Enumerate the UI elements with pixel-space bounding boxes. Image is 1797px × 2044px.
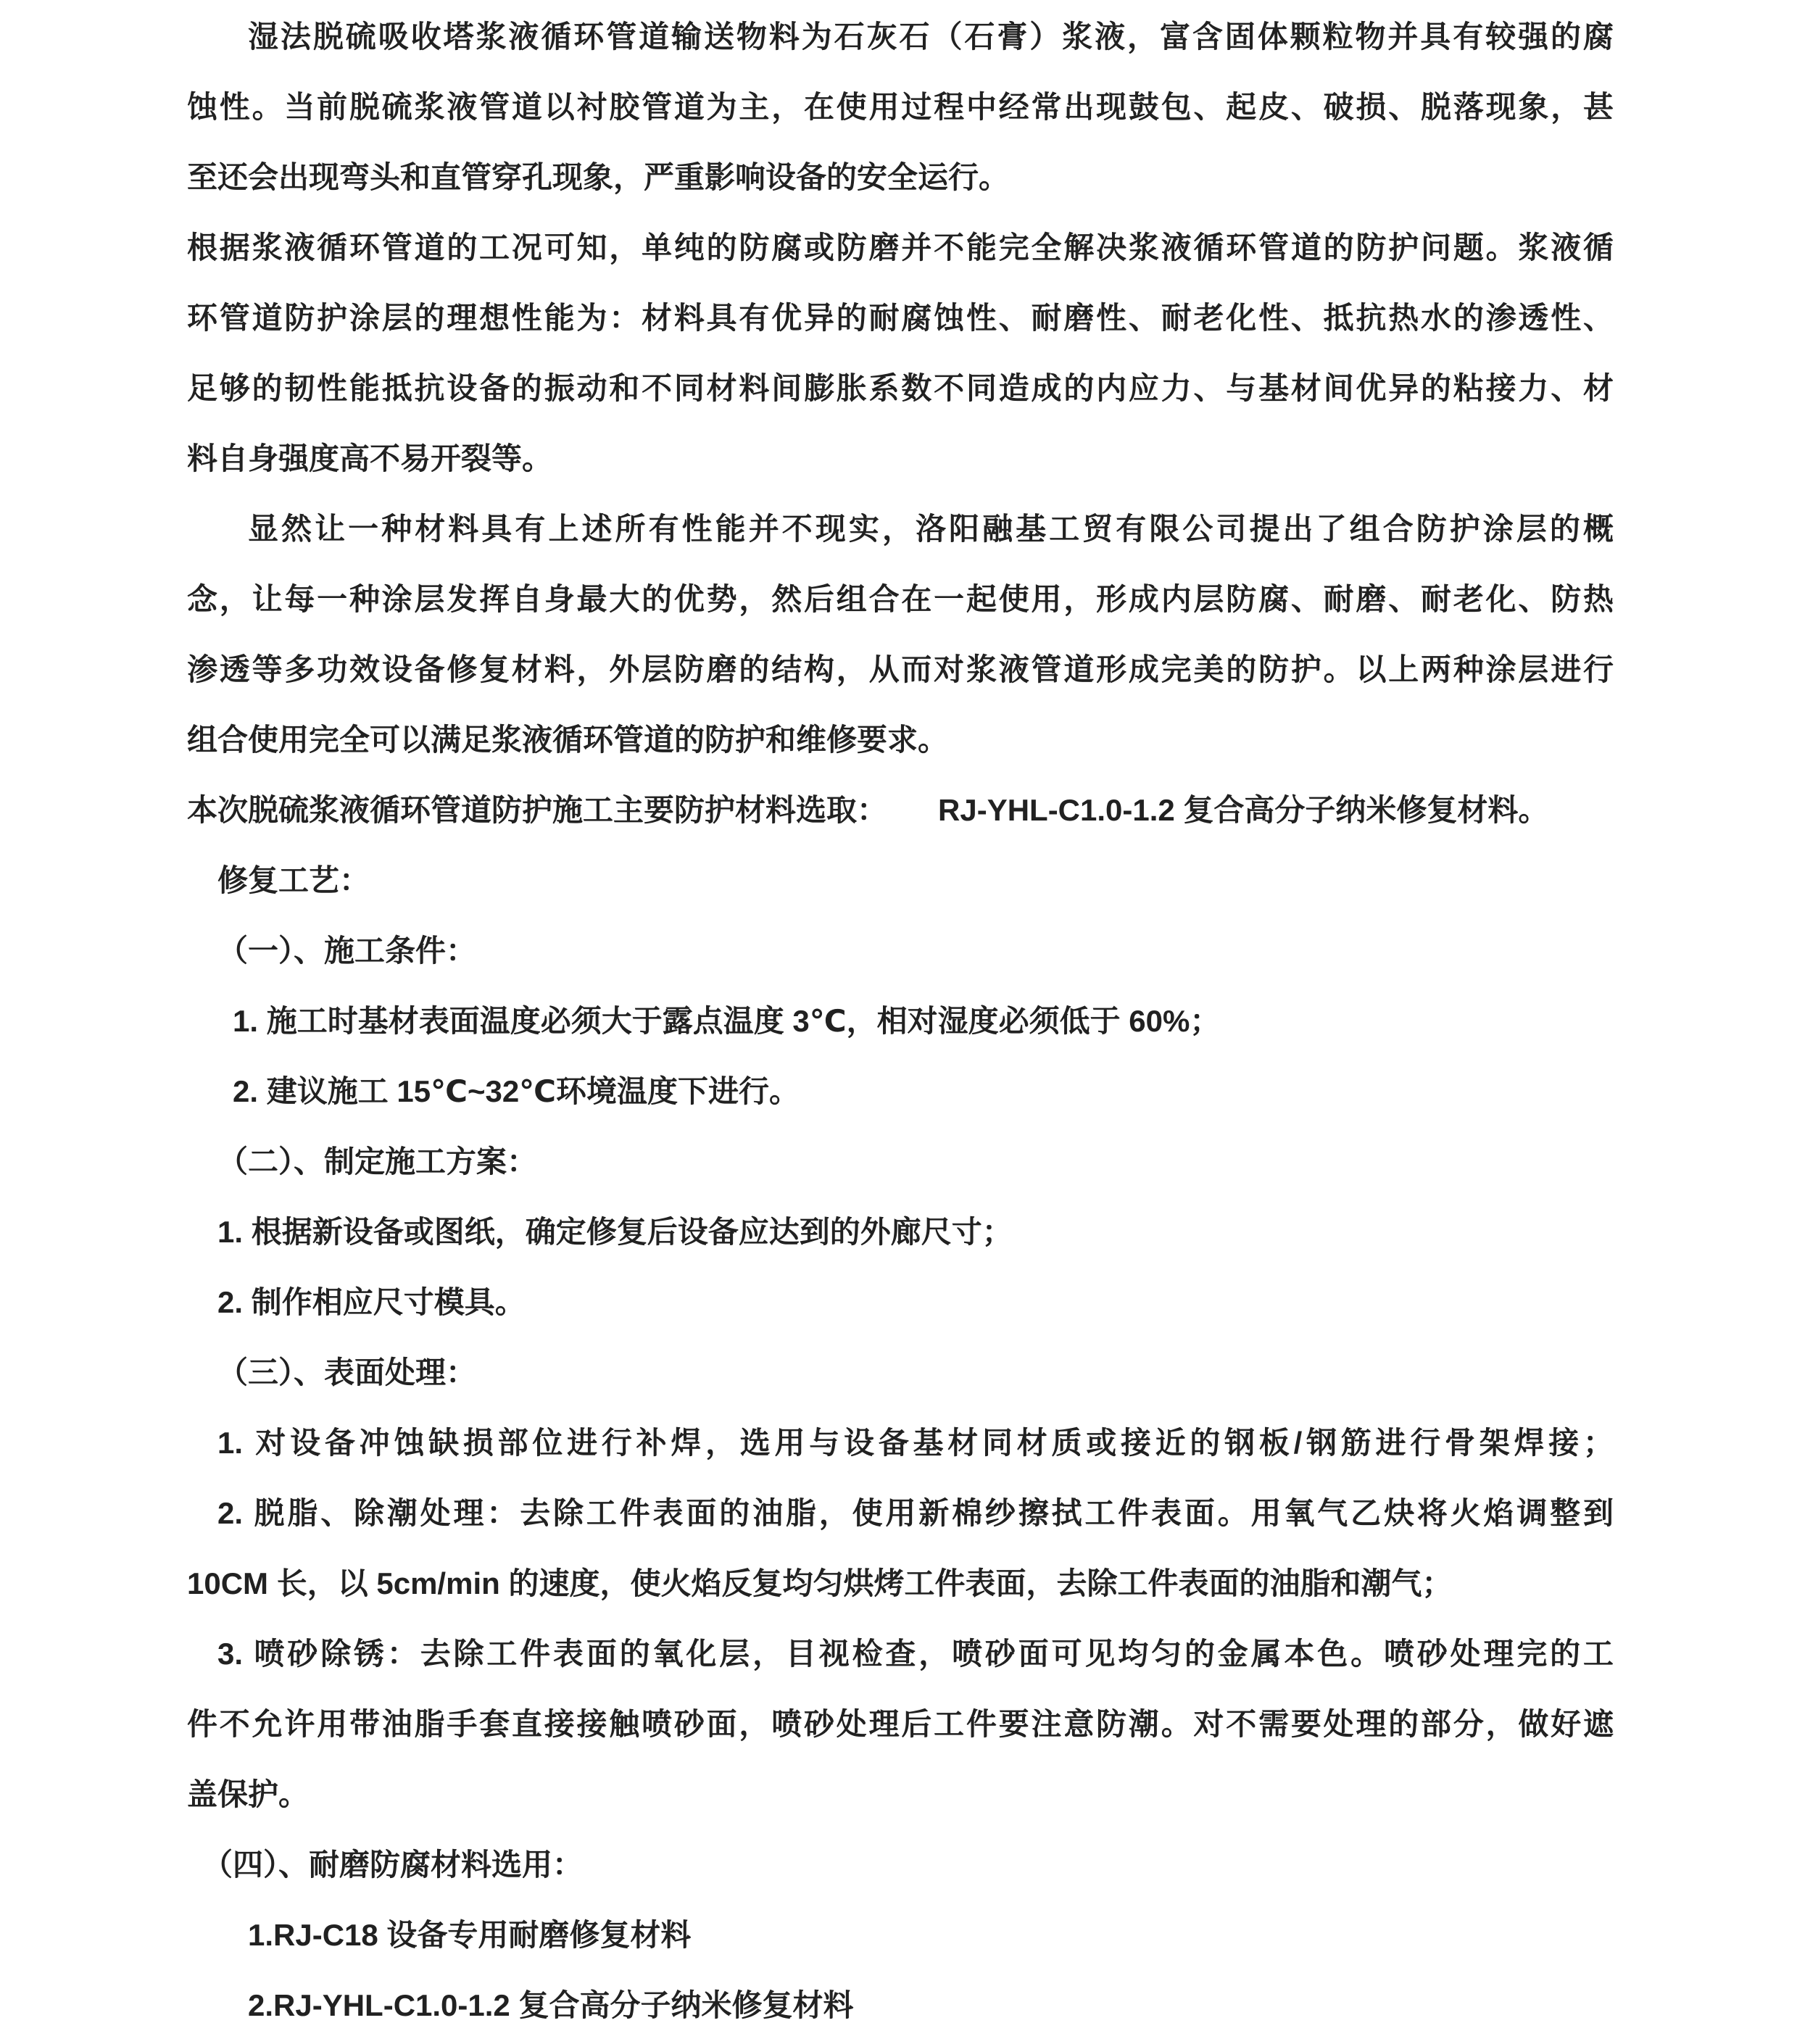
text-line: 1. 对设备冲蚀缺损部位进行补焊，选用与设备基材同材质或接近的钢板/钢筋进行骨架焊接； — [217, 1426, 1614, 1460]
text-line: 足够的韧性能抵抗设备的振动和不同材料间膨胀系数不同造成的内应力、与基材间优异的粘接力、材 — [187, 371, 1614, 405]
text-line: （三）、表面处理： — [217, 1355, 477, 1389]
text-line: 2. 脱脂、除潮处理：去除工件表面的油脂，使用新棉纱擦拭工件表面。用氧气乙炔将火焰调整到 — [217, 1496, 1614, 1530]
text-line: 根据浆液循环管道的工况可知，单纯的防腐或防磨并不能完全解决浆液循环管道的防护问题。浆液循 — [187, 230, 1614, 265]
text-line: 件不允许用带油脂手套直接接触喷砂面，喷砂处理后工件要注意防潮。对不需要处理的部分，做好遮 — [187, 1707, 1614, 1741]
text-line: 2. 制作相应尺寸模具。 — [217, 1285, 526, 1319]
text-line: 至还会出现弯头和直管穿孔现象，严重影响设备的安全运行。 — [187, 160, 1010, 194]
text-line: 蚀性。当前脱硫浆液管道以衬胶管道为主，在使用过程中经常出现鼓包、起皮、破损、脱落现象，甚 — [187, 90, 1614, 124]
text-line: （四）、耐磨防腐材料选用： — [202, 1848, 584, 1882]
text-line: 湿法脱硫吸收塔浆液循环管道输送物料为石灰石（石膏）浆液，富含固体颗粒物并具有较强的腐 — [248, 20, 1614, 54]
text-line: 2.RJ-YHL-C1.0-1.2 复合高分子纳米修复材料 — [248, 1988, 854, 2022]
text-line: 料自身强度高不易开裂等。 — [187, 441, 553, 475]
text-line: 2. 建议施工 15℃~32℃环境温度下进行。 — [233, 1074, 800, 1108]
text-line: 1. 根据新设备或图纸，确定修复后设备应达到的外廊尺寸； — [217, 1215, 1013, 1249]
text-line: 渗透等多功效设备修复材料，外层防磨的结构，从而对浆液管道形成完美的防护。以上两种涂层进行 — [187, 652, 1614, 686]
text-line: 本次脱硫浆液循环管道防护施工主要防护材料选取： RJ-YHL-C1.0-1.2 复合高分子纳米修复材料。 — [187, 793, 1549, 827]
text-line: 1.RJ-C18 设备专用耐磨修复材料 — [248, 1918, 692, 1952]
text-line: 3. 喷砂除锈：去除工件表面的氧化层，目视检查，喷砂面可见均匀的金属本色。喷砂处理完的工 — [217, 1637, 1614, 1671]
text-line: 显然让一种材料具有上述所有性能并不现实，洛阳融基工贸有限公司提出了组合防护涂层的概 — [248, 512, 1614, 546]
document-body — [187, 1, 1614, 2040]
text-line: （一）、施工条件： — [217, 934, 477, 968]
text-line: 组合使用完全可以满足浆液循环管道的防护和维修要求。 — [187, 723, 949, 757]
text-line: （二）、制定施工方案： — [217, 1144, 538, 1179]
text-line: 修复工艺： — [217, 863, 370, 897]
text-line: 环管道防护涂层的理想性能为：材料具有优异的耐腐蚀性、耐磨性、耐老化性、抵抗热水的渗透性、 — [187, 301, 1614, 335]
text-line: 念，让每一种涂层发挥自身最大的优势，然后组合在一起使用，形成内层防腐、耐磨、耐老化、防热 — [187, 582, 1614, 616]
text-line: 1. 施工时基材表面温度必须大于露点温度 3℃，相对湿度必须低于 60%； — [233, 1004, 1221, 1038]
text-line: 盖保护。 — [187, 1777, 310, 1811]
text-line: 10CM 长，以 5cm/min 的速度，使火焰反复均匀烘烤工件表面，去除工件表面的油脂和潮气； — [187, 1566, 1453, 1600]
